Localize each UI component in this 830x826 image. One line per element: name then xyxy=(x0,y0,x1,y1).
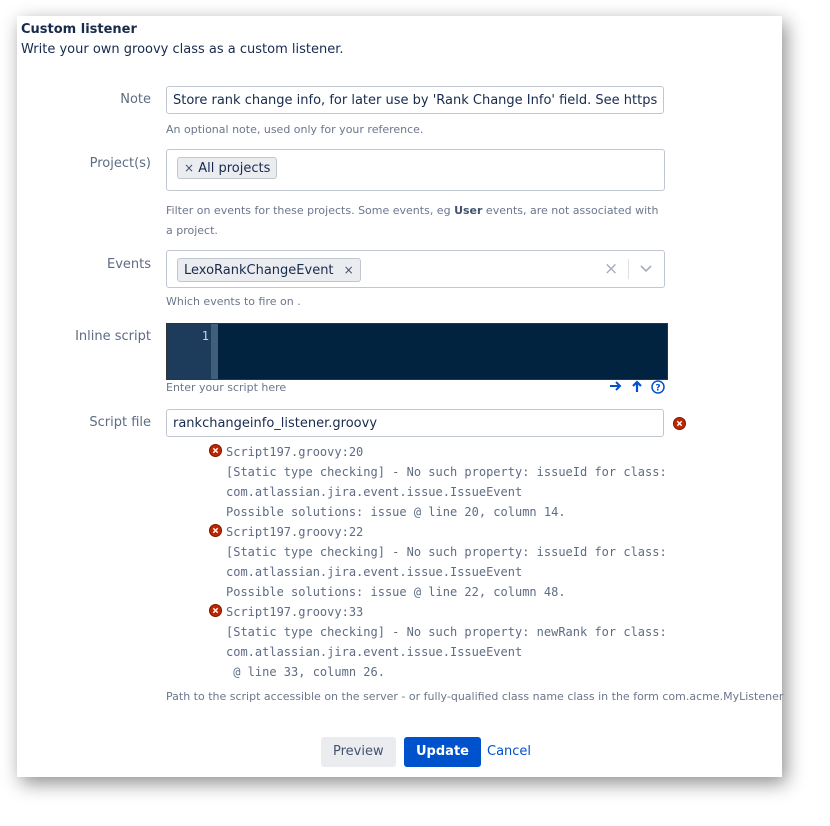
note-help: An optional note, used only for your reference. xyxy=(166,123,424,136)
cancel-button[interactable]: Cancel xyxy=(475,737,543,767)
editor-gutter xyxy=(167,324,211,379)
error-message-line: Possible solutions: issue @ line 20, column 14. xyxy=(226,505,566,519)
inline-script-help: Enter your script here xyxy=(166,381,287,394)
error-message-line: com.atlassian.jira.event.issue.IssueEvent xyxy=(226,565,523,579)
error-message-line: com.atlassian.jira.event.issue.IssueEvent xyxy=(226,485,523,499)
event-chip xyxy=(177,258,361,282)
projects-help-bold: User xyxy=(454,204,483,217)
arrow-up-icon[interactable] xyxy=(630,379,644,397)
script-file-help: Path to the script accessible on the server - or fully-qualified class name class in the form com.acme.MyListener xyxy=(166,690,784,703)
form-subtitle: Write your own groovy class as a custom listener. xyxy=(21,42,344,57)
error-icon xyxy=(673,417,686,430)
inline-script-label: Inline script xyxy=(75,329,151,344)
help-icon[interactable] xyxy=(651,380,665,398)
select-divider xyxy=(628,259,629,279)
error-message-line: [Static type checking] - No such property: issueId for class: xyxy=(226,465,667,479)
event-chip-label: LexoRankChangeEvent xyxy=(184,263,334,278)
line-number: 1 xyxy=(201,329,209,343)
error-message-line: Possible solutions: issue @ line 22, column 48. xyxy=(226,585,566,599)
clear-events-icon[interactable]: × xyxy=(604,259,619,279)
chevron-down-icon[interactable] xyxy=(639,260,653,279)
preview-button[interactable]: Preview xyxy=(321,737,396,767)
update-button[interactable]: Update xyxy=(404,737,481,767)
error-message-line: @ line 33, column 26. xyxy=(226,665,385,679)
projects-help-prefix: Filter on events for these projects. Some events, eg xyxy=(166,204,455,217)
script-editor[interactable] xyxy=(166,323,668,380)
script-file-label: Script file xyxy=(89,415,151,430)
projects-field[interactable] xyxy=(166,149,665,191)
error-message-line: [Static type checking] - No such property: issueId for class: xyxy=(226,545,667,559)
projects-help xyxy=(166,201,666,241)
svg-text:?: ? xyxy=(655,383,661,394)
error-location: Script197.groovy:20 xyxy=(226,445,364,459)
error-location: Script197.groovy:33 xyxy=(226,605,364,619)
error-icon xyxy=(209,604,222,617)
script-file-input[interactable] xyxy=(166,409,664,437)
events-label: Events xyxy=(106,257,151,272)
error-message-line: com.atlassian.jira.event.issue.IssueEvent xyxy=(226,645,523,659)
events-help: Which events to fire on . xyxy=(166,295,301,308)
error-location: Script197.groovy:22 xyxy=(226,525,364,539)
note-input[interactable] xyxy=(166,86,664,114)
arrow-right-icon[interactable] xyxy=(609,379,623,397)
note-label: Note xyxy=(120,92,151,107)
projects-label: Project(s) xyxy=(89,156,151,171)
project-chip-label: All projects xyxy=(198,161,271,176)
editor-cursor-line xyxy=(211,324,218,379)
project-chip-remove-icon[interactable]: × xyxy=(184,161,195,175)
error-message-line: [Static type checking] - No such property: newRank for class: xyxy=(226,625,667,639)
error-icon xyxy=(209,524,222,537)
projects-help-suffix: events, are not associated with a project. xyxy=(166,204,659,237)
event-chip-remove-icon[interactable]: × xyxy=(343,263,354,277)
events-select[interactable] xyxy=(166,250,665,288)
error-icon xyxy=(209,444,222,457)
custom-listener-panel xyxy=(17,16,782,777)
form-title: Custom listener xyxy=(21,22,137,37)
project-chip xyxy=(177,157,277,179)
